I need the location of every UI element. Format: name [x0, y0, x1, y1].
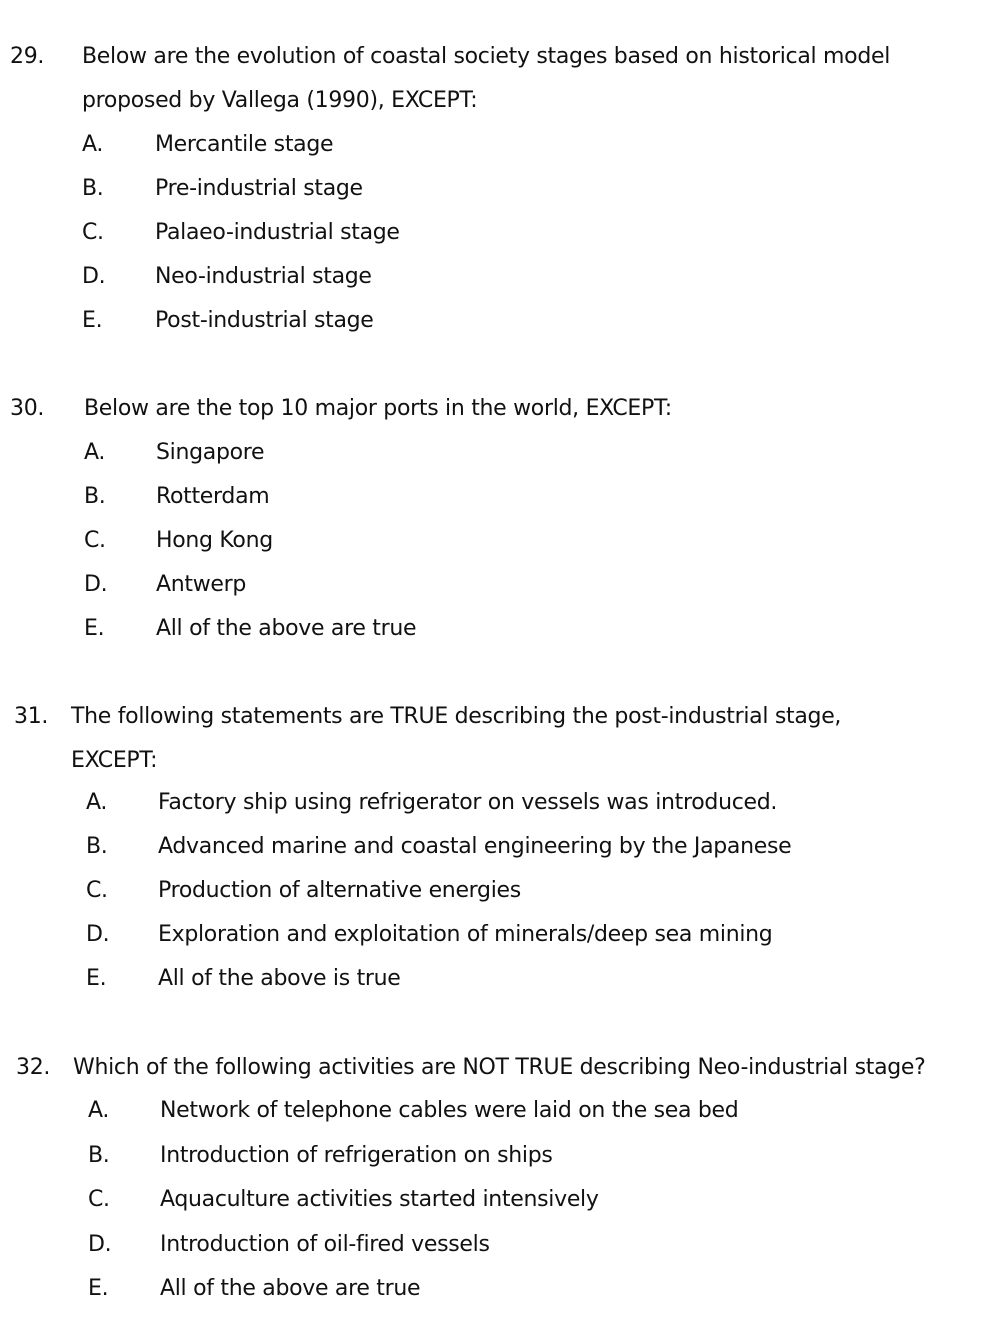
- option-text: Introduction of refrigeration on ships: [160, 1143, 553, 1168]
- option-letter: C.: [88, 1187, 110, 1212]
- question-number: 32.: [16, 1055, 51, 1080]
- option-text: Neo-industrial stage: [155, 264, 372, 289]
- option-e[interactable]: [0, 306, 983, 336]
- option-letter: A.: [82, 132, 104, 157]
- option-text: Antwerp: [156, 572, 247, 597]
- option-letter: D.: [86, 922, 110, 947]
- question-stem-line: Below are the evolution of coastal society stages based on historical model: [82, 44, 891, 69]
- option-text: Post-industrial stage: [155, 308, 374, 333]
- option-e[interactable]: [0, 964, 983, 994]
- question-stem-line: proposed by Vallega (1990), EXCEPT:: [82, 88, 478, 113]
- option-a[interactable]: [0, 438, 983, 468]
- option-c[interactable]: [0, 526, 983, 556]
- option-text: Exploration and exploitation of minerals/deep sea mining: [158, 922, 773, 947]
- option-letter: D.: [82, 264, 106, 289]
- option-text: Singapore: [156, 440, 265, 465]
- question-stem-line: Which of the following activities are NOT TRUE describing Neo-industrial stage?: [73, 1055, 926, 1080]
- option-text: Production of alternative energies: [158, 878, 521, 903]
- option-d[interactable]: [0, 1230, 983, 1260]
- option-a[interactable]: [0, 788, 983, 818]
- option-b[interactable]: [0, 174, 983, 204]
- option-letter: B.: [86, 834, 108, 859]
- option-letter: D.: [84, 572, 108, 597]
- question-stem-line: Below are the top 10 major ports in the world, EXCEPT:: [84, 396, 672, 421]
- option-e[interactable]: [0, 614, 983, 644]
- option-text: Factory ship using refrigerator on vessels was introduced.: [158, 790, 778, 815]
- option-b[interactable]: [0, 482, 983, 512]
- option-letter: E.: [88, 1276, 109, 1301]
- option-text: Rotterdam: [156, 484, 270, 509]
- option-letter: D.: [88, 1232, 112, 1257]
- option-b[interactable]: [0, 1141, 983, 1171]
- option-text: Advanced marine and coastal engineering by the Japanese: [158, 834, 792, 859]
- option-letter: A.: [86, 790, 108, 815]
- option-letter: B.: [82, 176, 104, 201]
- option-letter: B.: [84, 484, 106, 509]
- option-a[interactable]: [0, 130, 983, 160]
- option-letter: A.: [88, 1098, 110, 1123]
- option-letter: B.: [88, 1143, 110, 1168]
- option-text: Pre-industrial stage: [155, 176, 363, 201]
- option-letter: E.: [86, 966, 107, 991]
- option-b[interactable]: [0, 832, 983, 862]
- option-letter: E.: [84, 616, 105, 641]
- option-letter: A.: [84, 440, 106, 465]
- question-number: 29.: [10, 44, 45, 69]
- option-d[interactable]: [0, 262, 983, 292]
- option-e[interactable]: [0, 1274, 983, 1304]
- option-c[interactable]: [0, 218, 983, 248]
- option-text: All of the above are true: [156, 616, 417, 641]
- option-text: Mercantile stage: [155, 132, 334, 157]
- option-c[interactable]: [0, 876, 983, 906]
- option-letter: C.: [86, 878, 108, 903]
- option-a[interactable]: [0, 1096, 983, 1126]
- option-letter: E.: [82, 308, 103, 333]
- question-number: 31.: [14, 704, 49, 729]
- question-number: 30.: [10, 396, 45, 421]
- option-d[interactable]: [0, 570, 983, 600]
- option-text: Network of telephone cables were laid on the sea bed: [160, 1098, 739, 1123]
- option-text: All of the above are true: [160, 1276, 421, 1301]
- option-text: Palaeo-industrial stage: [155, 220, 400, 245]
- option-c[interactable]: [0, 1185, 983, 1215]
- option-text: Introduction of oil-fired vessels: [160, 1232, 490, 1257]
- option-text: All of the above is true: [158, 966, 401, 991]
- question-stem-line: EXCEPT:: [71, 748, 158, 773]
- option-letter: C.: [84, 528, 106, 553]
- option-text: Aquaculture activities started intensively: [160, 1187, 599, 1212]
- option-d[interactable]: [0, 920, 983, 950]
- question-stem-line: The following statements are TRUE describing the post-industrial stage,: [71, 704, 842, 729]
- option-letter: C.: [82, 220, 104, 245]
- option-text: Hong Kong: [156, 528, 273, 553]
